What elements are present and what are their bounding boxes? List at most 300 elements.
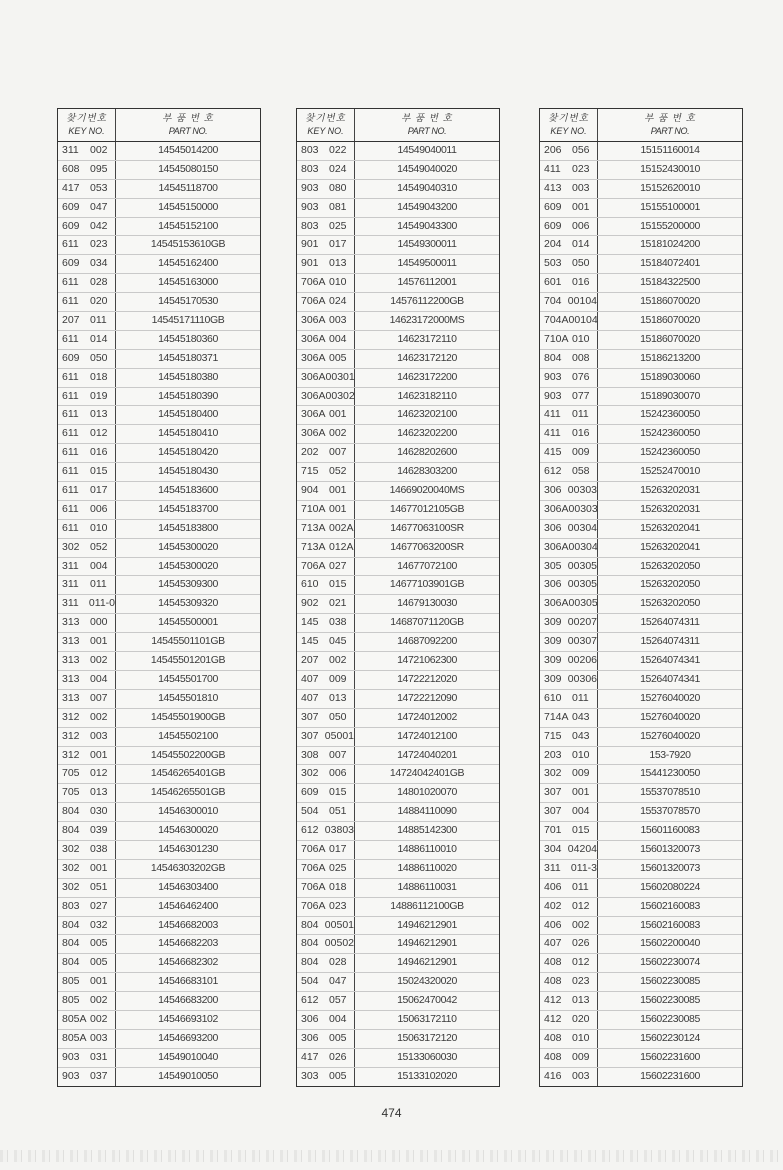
key-number: 004 — [90, 559, 108, 572]
key-no-cell — [297, 463, 355, 481]
key-no-cell — [540, 803, 598, 821]
key-no-cell — [297, 1049, 355, 1067]
key-no-cell — [58, 992, 116, 1010]
key-number: 010 — [90, 521, 108, 534]
key-group: 302 — [62, 540, 80, 553]
key-no-cell — [297, 406, 355, 424]
part-no-cell: 14623172000MS — [389, 314, 465, 327]
key-group: 903 — [301, 200, 319, 213]
table-row — [58, 841, 260, 860]
table-row — [540, 917, 742, 936]
part-no-cell: 14545309300 — [158, 578, 218, 591]
table-row — [58, 255, 260, 274]
part-no-cell: 14545501201GB — [150, 654, 226, 667]
key-group: 304 — [544, 842, 562, 855]
table-row — [58, 879, 260, 898]
part-no-cell: 15189030060 — [640, 370, 700, 383]
key-no-cell — [58, 784, 116, 802]
part-no-cell: 14549043200 — [397, 200, 457, 213]
key-no-cell — [297, 161, 355, 179]
key-group: 903 — [62, 1069, 80, 1082]
key-group: 804 — [544, 351, 562, 364]
key-group: 413 — [544, 181, 562, 194]
table-row — [540, 1030, 742, 1049]
table-row — [58, 331, 260, 350]
part-no-cell: 15133060030 — [397, 1050, 457, 1063]
table-row — [540, 879, 742, 898]
part-no-cell: 15602230074 — [640, 956, 700, 969]
table-row — [540, 652, 742, 671]
key-group: 803 — [301, 162, 319, 175]
key-no-cell — [58, 199, 116, 217]
table-row — [58, 161, 260, 180]
key-no-cell — [540, 218, 598, 236]
key-number: 019 — [90, 389, 108, 402]
part-no-cell: 14545500001 — [158, 616, 218, 629]
key-group: 306A — [301, 351, 326, 364]
key-group: 904 — [301, 484, 319, 497]
key-no-cell — [58, 860, 116, 878]
key-group: 408 — [544, 1031, 562, 1044]
key-group: 903 — [544, 370, 562, 383]
key-group: 601 — [544, 276, 562, 289]
key-number: 00206 — [567, 654, 597, 667]
key-no-cell — [540, 425, 598, 443]
key-no-cell — [297, 709, 355, 727]
part-no-cell: 14623172200 — [397, 370, 457, 383]
key-no-cell — [297, 1068, 355, 1086]
key-group: 705 — [62, 786, 80, 799]
key-group: 609 — [62, 257, 80, 270]
part-no-cell: 14546462400 — [158, 899, 218, 912]
key-group: 311 — [62, 559, 79, 572]
key-no-cell — [58, 917, 116, 935]
key-no-cell — [540, 1068, 598, 1086]
key-number: 00307 — [567, 635, 597, 648]
key-no-cell — [58, 1049, 116, 1067]
key-no-cell — [297, 199, 355, 217]
table-row — [297, 898, 499, 917]
table-row — [58, 576, 260, 595]
key-number: 053 — [90, 181, 108, 194]
key-group: 803 — [301, 219, 319, 232]
table-row — [58, 728, 260, 747]
part-no-cell: 14677063100SR — [390, 521, 464, 534]
part-no-cell: 14545501900GB — [150, 710, 226, 723]
key-no-cell — [58, 274, 116, 292]
key-number: 001 — [90, 861, 108, 874]
key-no-cell — [540, 161, 598, 179]
table-row — [540, 728, 742, 747]
key-no-cell — [58, 973, 116, 991]
key-group: 306A — [544, 597, 569, 610]
key-group: 609 — [301, 786, 319, 799]
key-number: 011 — [572, 691, 589, 704]
page-number: 474 — [381, 1106, 402, 1120]
key-group: 307 — [544, 786, 562, 799]
key-number: 039 — [90, 824, 108, 837]
key-number: 050 — [90, 351, 108, 364]
parts-table-2 — [296, 108, 500, 1087]
table-row — [297, 463, 499, 482]
key-number: 005 — [329, 1031, 347, 1044]
key-group: 407 — [301, 672, 319, 685]
key-group: 612 — [301, 994, 319, 1007]
key-group: 306A — [544, 502, 569, 515]
key-group: 313 — [62, 635, 80, 648]
key-no-cell — [58, 576, 116, 594]
part-no-cell: 14546683101 — [158, 975, 218, 988]
key-group: 204 — [544, 238, 562, 251]
key-no-cell — [540, 482, 598, 500]
table-row — [58, 860, 260, 879]
key-number: 002 — [572, 918, 590, 931]
table-row — [297, 595, 499, 614]
table-row — [297, 236, 499, 255]
key-no-cell — [297, 728, 355, 746]
key-number: 00301 — [325, 370, 355, 383]
key-group: 416 — [544, 1069, 562, 1082]
part-no-header — [355, 109, 499, 141]
part-no-cell: 14886110031 — [397, 880, 457, 893]
key-no-cell — [540, 614, 598, 632]
key-number: 022 — [329, 144, 347, 156]
key-group: 715 — [544, 729, 562, 742]
part-no-cell: 15242360050 — [640, 446, 700, 459]
key-group: 611 — [62, 502, 79, 515]
part-no-cell: 14576112200GB — [390, 295, 464, 308]
key-group: 706A — [301, 899, 326, 912]
table-row — [297, 161, 499, 180]
key-no-cell — [58, 633, 116, 651]
key-number: 023 — [572, 162, 590, 175]
part-no-cell: 14545180430 — [158, 465, 218, 478]
key-number: 010 — [572, 748, 590, 761]
key-number: 00305 — [567, 559, 597, 572]
key-number: 021 — [329, 597, 347, 610]
key-no-cell — [540, 331, 598, 349]
table-row — [297, 274, 499, 293]
key-number: 004 — [90, 672, 108, 685]
key-number: 010 — [329, 276, 347, 289]
key-group: 302 — [62, 842, 80, 855]
key-no-cell — [58, 709, 116, 727]
table-row — [540, 350, 742, 369]
key-number: 003 — [90, 1031, 108, 1044]
key-number: 076 — [572, 370, 590, 383]
table-row — [58, 822, 260, 841]
part-no-cell: 15152430010 — [640, 162, 700, 175]
key-group: 804 — [301, 918, 319, 931]
key-number: 017 — [329, 842, 347, 855]
part-no-cell: 15263202050 — [640, 559, 700, 572]
table-row — [540, 822, 742, 841]
key-no-cell — [297, 860, 355, 878]
key-no-header — [540, 109, 598, 141]
key-group: 306A — [301, 427, 326, 440]
key-number: 007 — [329, 748, 347, 761]
key-number: 009 — [572, 446, 590, 459]
key-number: 007 — [90, 691, 108, 704]
table-row — [297, 558, 499, 577]
table-row — [58, 482, 260, 501]
part-no-cell: 14546265501GB — [150, 786, 226, 799]
key-number: 037 — [90, 1069, 108, 1082]
table-row — [297, 312, 499, 331]
key-no-cell — [540, 917, 598, 935]
key-group: 302 — [62, 861, 80, 874]
key-group: 610 — [544, 691, 562, 704]
key-no-cell — [297, 558, 355, 576]
key-group: 805 — [62, 994, 80, 1007]
part-no-cell: 14545501101GB — [151, 635, 225, 648]
part-no-cell: 14545170530 — [158, 295, 218, 308]
part-no-cell: 14886112100GB — [390, 899, 464, 912]
key-no-cell — [540, 765, 598, 783]
key-number: 013 — [90, 786, 108, 799]
table-row — [58, 406, 260, 425]
key-no-header — [58, 109, 116, 141]
table-row — [58, 1049, 260, 1068]
key-group: 701 — [544, 824, 562, 837]
part-no-cell: 14546303400 — [158, 880, 218, 893]
table-row — [58, 765, 260, 784]
key-number: 025 — [329, 861, 347, 874]
key-number: 009 — [572, 767, 590, 780]
key-number: 002 — [90, 144, 108, 156]
table-row — [297, 841, 499, 860]
key-group: 306A — [301, 314, 326, 327]
part-no-cell: 14546682302 — [158, 956, 218, 969]
key-group: 715 — [301, 465, 319, 478]
table-row — [540, 784, 742, 803]
key-number: 026 — [329, 1050, 347, 1063]
key-number: 00302 — [325, 389, 355, 402]
key-no-cell — [297, 898, 355, 916]
key-group: 805A — [62, 1012, 87, 1025]
key-no-cell — [58, 558, 116, 576]
key-group: 308 — [301, 748, 319, 761]
key-group: 611 — [62, 446, 79, 459]
key-no-cell — [58, 312, 116, 330]
part-no-cell: 14721062300 — [397, 654, 457, 667]
key-no-cell — [58, 369, 116, 387]
key-group: 406 — [544, 880, 562, 893]
key-number: 042 — [90, 219, 108, 232]
key-no-cell — [540, 728, 598, 746]
key-group: 714A — [544, 710, 569, 723]
key-no-cell — [540, 992, 598, 1010]
key-no-cell — [58, 879, 116, 897]
part-no-cell: 14545183600 — [158, 484, 218, 497]
part-no-cell: 14546693200 — [158, 1031, 218, 1044]
part-no-cell: 14545300020 — [158, 540, 218, 553]
key-no-cell — [297, 520, 355, 538]
part-no-cell: 15263202041 — [640, 540, 700, 553]
key-group: 611 — [62, 238, 79, 251]
key-group: 312 — [62, 710, 80, 723]
key-number: 024 — [329, 162, 347, 175]
table-row — [58, 312, 260, 331]
table-row — [58, 652, 260, 671]
table-row — [540, 312, 742, 331]
table-row — [297, 614, 499, 633]
part-no-cell: 15601320073 — [640, 861, 700, 874]
key-group: 504 — [301, 805, 319, 818]
key-no-cell — [540, 142, 598, 160]
table-row — [540, 180, 742, 199]
key-number: 001 — [90, 748, 108, 761]
key-no-cell — [540, 879, 598, 897]
table-row — [58, 520, 260, 539]
key-number: 077 — [572, 389, 590, 402]
key-no-cell — [540, 274, 598, 292]
table-row — [58, 558, 260, 577]
key-no-cell — [540, 369, 598, 387]
table-row — [58, 633, 260, 652]
key-number: 014 — [90, 332, 108, 345]
key-no-cell — [297, 784, 355, 802]
part-no-cell: 15181024200 — [640, 238, 700, 251]
table-row — [297, 388, 499, 407]
part-no-cell: 14545309320 — [158, 597, 218, 610]
key-number: 031 — [90, 1050, 108, 1063]
key-no-cell — [540, 822, 598, 840]
key-no-cell — [297, 671, 355, 689]
key-number: 002 — [90, 994, 108, 1007]
key-number: 011 — [572, 880, 589, 893]
key-no-cell — [297, 954, 355, 972]
part-header-ko: 부 품 번 호 — [644, 113, 696, 124]
table-row — [540, 558, 742, 577]
key-group: 804 — [301, 937, 319, 950]
key-number: 043 — [572, 710, 590, 723]
part-header-ko: 부 품 번 호 — [162, 113, 214, 124]
key-no-cell — [540, 1030, 598, 1048]
key-number: 010 — [572, 332, 590, 345]
key-group: 312 — [62, 729, 80, 742]
key-number: 014 — [572, 238, 590, 251]
table-row — [540, 1049, 742, 1068]
key-number: 03803 — [324, 824, 354, 837]
key-number: 018 — [329, 880, 347, 893]
key-group: 145 — [301, 635, 319, 648]
table-row — [540, 954, 742, 973]
table-row — [540, 161, 742, 180]
table-row — [297, 784, 499, 803]
key-number: 011 — [90, 578, 107, 591]
part-no-cell: 14545171110GB — [151, 314, 225, 327]
key-number: 038 — [329, 616, 347, 629]
part-no-cell: 14724012100 — [397, 729, 457, 742]
key-no-cell — [297, 690, 355, 708]
key-number: 058 — [572, 465, 590, 478]
key-group: 901 — [301, 257, 319, 270]
key-header-en: KEY NO. — [550, 126, 587, 136]
table-row — [540, 1011, 742, 1030]
key-number: 027 — [329, 559, 347, 572]
key-group: 313 — [62, 654, 80, 667]
key-no-cell — [297, 803, 355, 821]
part-no-cell: 15263202050 — [640, 597, 700, 610]
table-row — [58, 709, 260, 728]
part-no-cell: 14722212020 — [397, 672, 457, 685]
key-number: 007 — [329, 446, 347, 459]
key-group: 306 — [544, 521, 562, 534]
key-no-cell — [297, 312, 355, 330]
key-group: 612 — [301, 824, 319, 837]
part-no-cell: 153-7920 — [649, 748, 691, 761]
part-no-cell: 15602230085 — [640, 1012, 700, 1025]
key-no-cell — [540, 539, 598, 557]
part-no-cell: 14946212901 — [397, 918, 457, 931]
key-no-cell — [540, 501, 598, 519]
table-row — [540, 841, 742, 860]
part-no-cell: 15537078510 — [640, 786, 700, 799]
key-no-cell — [540, 463, 598, 481]
table-row — [540, 388, 742, 407]
part-no-cell: 14677103901GB — [389, 578, 465, 591]
part-no-cell: 15242360050 — [640, 427, 700, 440]
table-row — [540, 898, 742, 917]
table-row — [297, 1049, 499, 1068]
key-no-cell — [58, 388, 116, 406]
table-row — [297, 671, 499, 690]
key-number: 001 — [329, 408, 347, 421]
key-no-cell — [297, 236, 355, 254]
key-no-cell — [540, 860, 598, 878]
key-number: 006 — [572, 219, 590, 232]
table-row — [297, 331, 499, 350]
key-number: 011-0 — [88, 597, 115, 610]
key-number: 002 — [90, 710, 108, 723]
key-no-cell — [540, 954, 598, 972]
key-no-cell — [58, 671, 116, 689]
part-no-cell: 15186213200 — [640, 351, 700, 364]
part-no-cell: 14946212901 — [397, 956, 457, 969]
part-no-cell: 15602231600 — [640, 1050, 700, 1063]
part-no-cell: 14724040201 — [397, 748, 457, 761]
table-row — [58, 236, 260, 255]
key-no-cell — [297, 293, 355, 311]
key-number: 012A — [329, 540, 354, 553]
part-no-cell: 14546265401GB — [150, 767, 226, 780]
key-group: 710A — [544, 332, 569, 345]
part-no-cell: 14545180380 — [158, 370, 218, 383]
part-no-cell: 15264074311 — [640, 635, 700, 648]
key-number: 016 — [572, 427, 590, 440]
key-group: 706A — [301, 842, 326, 855]
key-number: 012 — [90, 427, 108, 440]
key-number: 005 — [90, 956, 108, 969]
table-row — [540, 539, 742, 558]
part-no-cell: 15184322500 — [640, 276, 700, 289]
key-group: 302 — [62, 880, 80, 893]
key-number: 012 — [572, 956, 590, 969]
table-row — [297, 633, 499, 652]
part-no-cell: 14546682003 — [158, 918, 218, 931]
key-number: 057 — [329, 994, 347, 1007]
part-no-cell: 14545180400 — [158, 408, 218, 421]
key-group: 406 — [544, 918, 562, 931]
key-header-ko: 찾기번호 — [305, 113, 346, 124]
part-no-cell: 14623172120 — [397, 351, 457, 364]
table-row — [540, 274, 742, 293]
key-no-cell — [297, 576, 355, 594]
key-group: 611 — [62, 370, 79, 383]
table-row — [297, 690, 499, 709]
key-header-en: KEY NO. — [68, 126, 105, 136]
